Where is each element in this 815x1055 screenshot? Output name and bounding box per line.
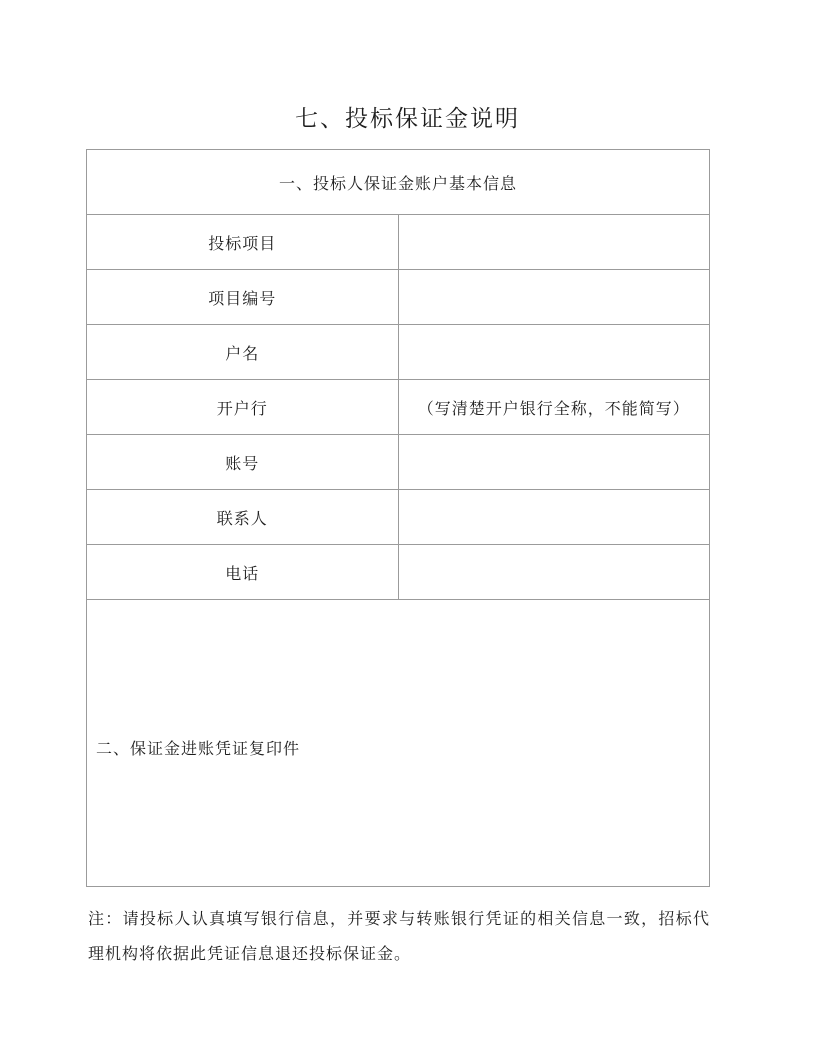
row-label-contact-person: 联系人 — [87, 490, 399, 545]
bank-name-input-cell[interactable]: （写清楚开户银行全称，不能简写） — [398, 380, 710, 435]
row-label-phone: 电话 — [87, 545, 399, 600]
row-label-project-number: 项目编号 — [87, 270, 399, 325]
account-number-input-cell[interactable] — [398, 435, 710, 490]
page-title: 七、投标保证金说明 — [295, 106, 520, 131]
receipt-copy-area[interactable]: 二、保证金进账凭证复印件 — [87, 600, 710, 887]
table-row — [87, 325, 710, 380]
section2-row — [87, 600, 710, 887]
row-label-account-number: 账号 — [87, 435, 399, 490]
table-row — [87, 215, 710, 270]
row-label-account-name: 户名 — [87, 325, 399, 380]
contact-person-input-cell[interactable] — [398, 490, 710, 545]
account-name-input-cell[interactable] — [398, 325, 710, 380]
section1-header: 一、投标人保证金账户基本信息 — [87, 150, 710, 215]
table-row — [87, 380, 710, 435]
footer-note: 注：请投标人认真填写银行信息，并要求与转账银行凭证的相关信息一致，招标代理机构将依据此凭证信息退还投标保证金。 — [88, 911, 710, 963]
row-label-bank-name: 开户行 — [87, 380, 399, 435]
row-label-project-name: 投标项目 — [87, 215, 399, 270]
table-row — [87, 435, 710, 490]
table-row — [87, 490, 710, 545]
section1-header-row — [87, 150, 710, 215]
table-row — [87, 545, 710, 600]
phone-input-cell[interactable] — [398, 545, 710, 600]
project-number-input-cell[interactable] — [398, 270, 710, 325]
table-row — [87, 270, 710, 325]
bank-info-table — [86, 149, 710, 887]
project-name-input-cell[interactable] — [398, 215, 710, 270]
